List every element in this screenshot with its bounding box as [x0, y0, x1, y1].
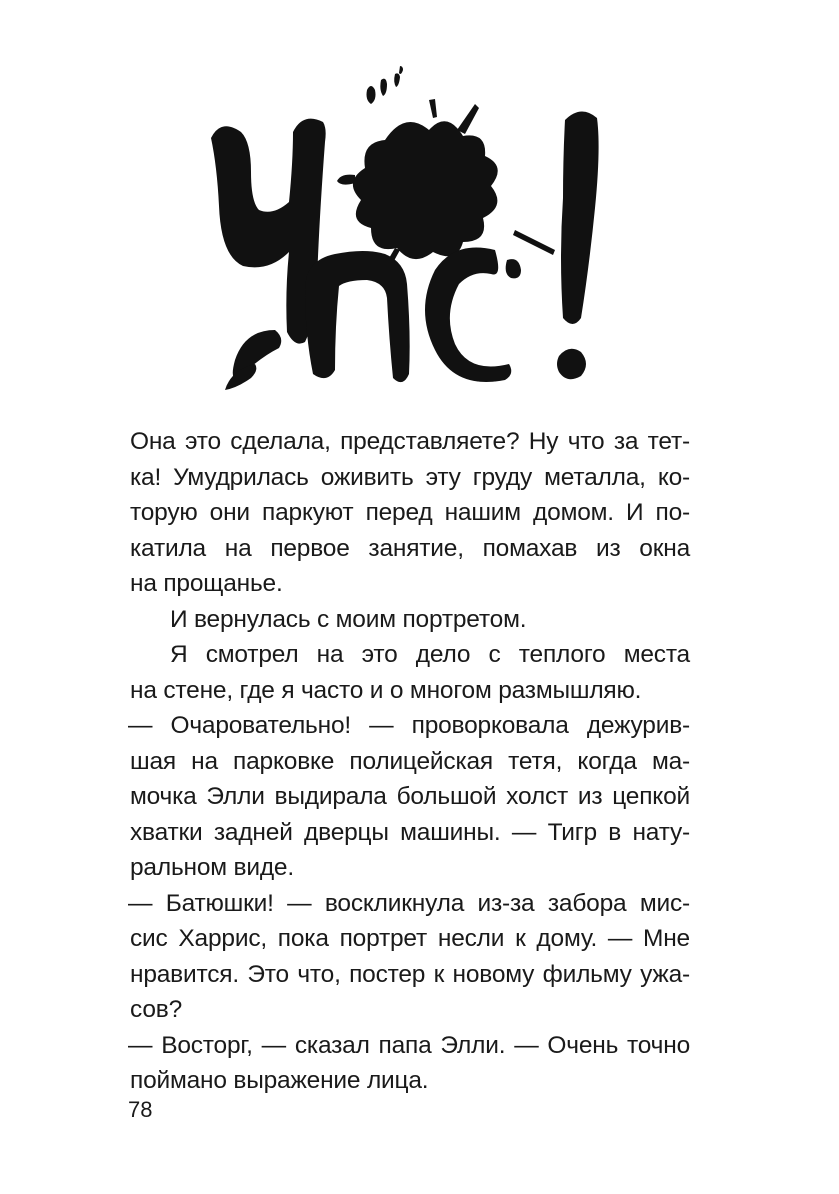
ups-brush-illustration: [195, 60, 625, 410]
text-line: сис Харрис, пока портрет несли к дому. — Мне: [130, 925, 690, 952]
text-line: торую они паркуют перед нашим домом. И по-: [130, 499, 690, 526]
text-line: катила на первое занятие, помахав из окна: [130, 534, 690, 562]
text-line: мочка Элли выдирала большой холст из цепкой: [130, 783, 690, 810]
text-line: нравится. Это что, постер к новому фильму ужа-: [130, 960, 690, 988]
text-line: — Очаровательно! — проворковала дежурив-: [128, 712, 690, 739]
text-line: хватки задней дверцы машины. — Тигр в нату-: [130, 818, 690, 846]
text-line: — Восторг, — сказал папа Элли. — Очень точно: [128, 1031, 690, 1059]
text-line: поймано выражение лица.: [130, 1067, 429, 1094]
text-line: Она это сделала, представляете? Ну что за тет-: [130, 428, 690, 455]
text-line: шая на парковке полицейская тетя, когда ма-: [130, 747, 690, 775]
text-line: ка! Умудрилась оживить эту груду металла, ко-: [130, 463, 690, 491]
headline-ups-brush-lettering: [195, 60, 625, 410]
text-line: И вернулась с моим портретом.: [170, 605, 527, 633]
text-line: — Батюшки! — воскликнула из-за забора мис-: [128, 889, 690, 917]
text-line: ральном виде.: [130, 854, 294, 881]
text-line: сов?: [130, 996, 182, 1023]
body-text: [130, 424, 690, 1099]
text-line: Я смотрел на это дело с теплого места: [170, 641, 690, 668]
text-line: на стене, где я часто и о многом размышляю.: [130, 676, 642, 704]
page-number: 78: [128, 1097, 153, 1122]
text-line: на прощанье.: [130, 570, 283, 597]
